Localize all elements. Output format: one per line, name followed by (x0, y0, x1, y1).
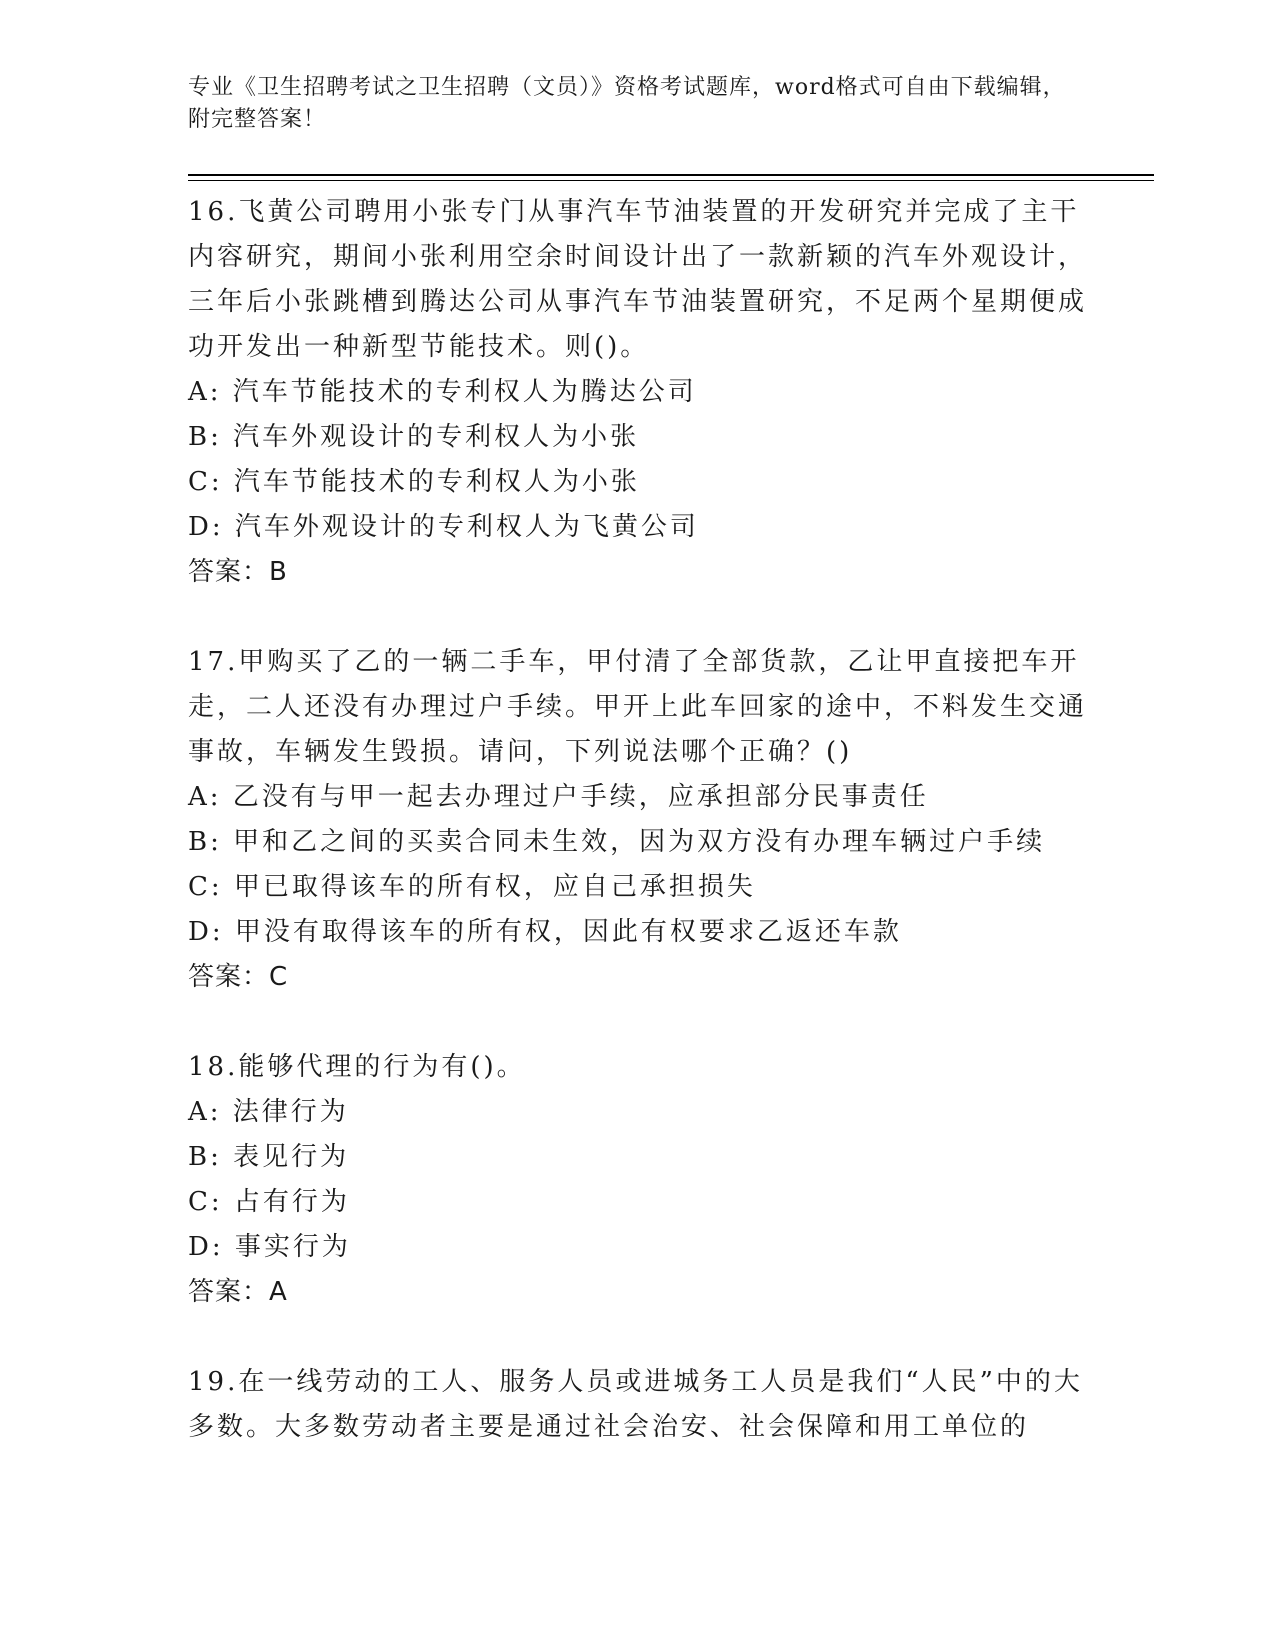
answer-label: 答案：A (188, 1277, 288, 1307)
option-d: D: 甲没有取得该车的所有权，因此有权要求乙返还车款 (188, 917, 902, 947)
spacer (188, 1000, 1088, 1045)
page-header: 专业《卫生招聘考试之卫生招聘（文员）》资格考试题库，word格式可自由下载编辑，附完整答案！ (188, 75, 1066, 132)
question-text: 19.在一线劳动的工人、服务人员或进城务工人员是我们“人民”中的大多数。大多数劳动者主要是通过社会治安、社会保障和用工单位的 (188, 1367, 1083, 1442)
question-19 (188, 1360, 1088, 1450)
header-divider-thin (188, 180, 1154, 181)
questions-list (188, 190, 1088, 1450)
option-b: B: 甲和乙之间的买卖合同未生效，因为双方没有办理车辆过户手续 (188, 827, 1046, 857)
option-a: A: 法律行为 (188, 1097, 349, 1127)
answer-label: 答案：B (188, 557, 288, 587)
option-a: A: 汽车节能技术的专利权人为腾达公司 (188, 377, 697, 407)
option-a: A: 乙没有与甲一起去办理过户手续，应承担部分民事责任 (188, 782, 929, 812)
option-b: B: 汽车外观设计的专利权人为小张 (188, 422, 640, 452)
question-17 (188, 640, 1088, 1000)
question-16 (188, 190, 1088, 595)
question-text: 16.飞黄公司聘用小张专门从事汽车节油装置的开发研究并完成了主干内容研究，期间小张利用空余时间设计出了一款新颖的汽车外观设计，三年后小张跳槽到腾达公司从事汽车节油装置研究，不足两个星期便成功开发出一种新型节能技术。则()。 (188, 197, 1088, 362)
option-c: C: 占有行为 (188, 1187, 350, 1217)
option-d: D: 事实行为 (188, 1232, 351, 1262)
question-text: 17.甲购买了乙的一辆二手车，甲付清了全部货款，乙让甲直接把车开走，二人还没有办理过户手续。甲开上此车回家的途中，不料发生交通事故，车辆发生毁损。请问，下列说法哪个正确？() (188, 647, 1088, 767)
answer-label: 答案：C (188, 962, 289, 992)
question-text: 18.能够代理的行为有()。 (188, 1052, 526, 1082)
option-c: C: 汽车节能技术的专利权人为小张 (188, 467, 640, 497)
question-18 (188, 1045, 1088, 1315)
option-d: D: 汽车外观设计的专利权人为飞黄公司 (188, 512, 699, 542)
spacer (188, 1315, 1088, 1360)
header-divider-thick (188, 174, 1154, 176)
option-c: C: 甲已取得该车的所有权，应自己承担损失 (188, 872, 756, 902)
spacer (188, 595, 1088, 640)
option-b: B: 表见行为 (188, 1142, 350, 1172)
